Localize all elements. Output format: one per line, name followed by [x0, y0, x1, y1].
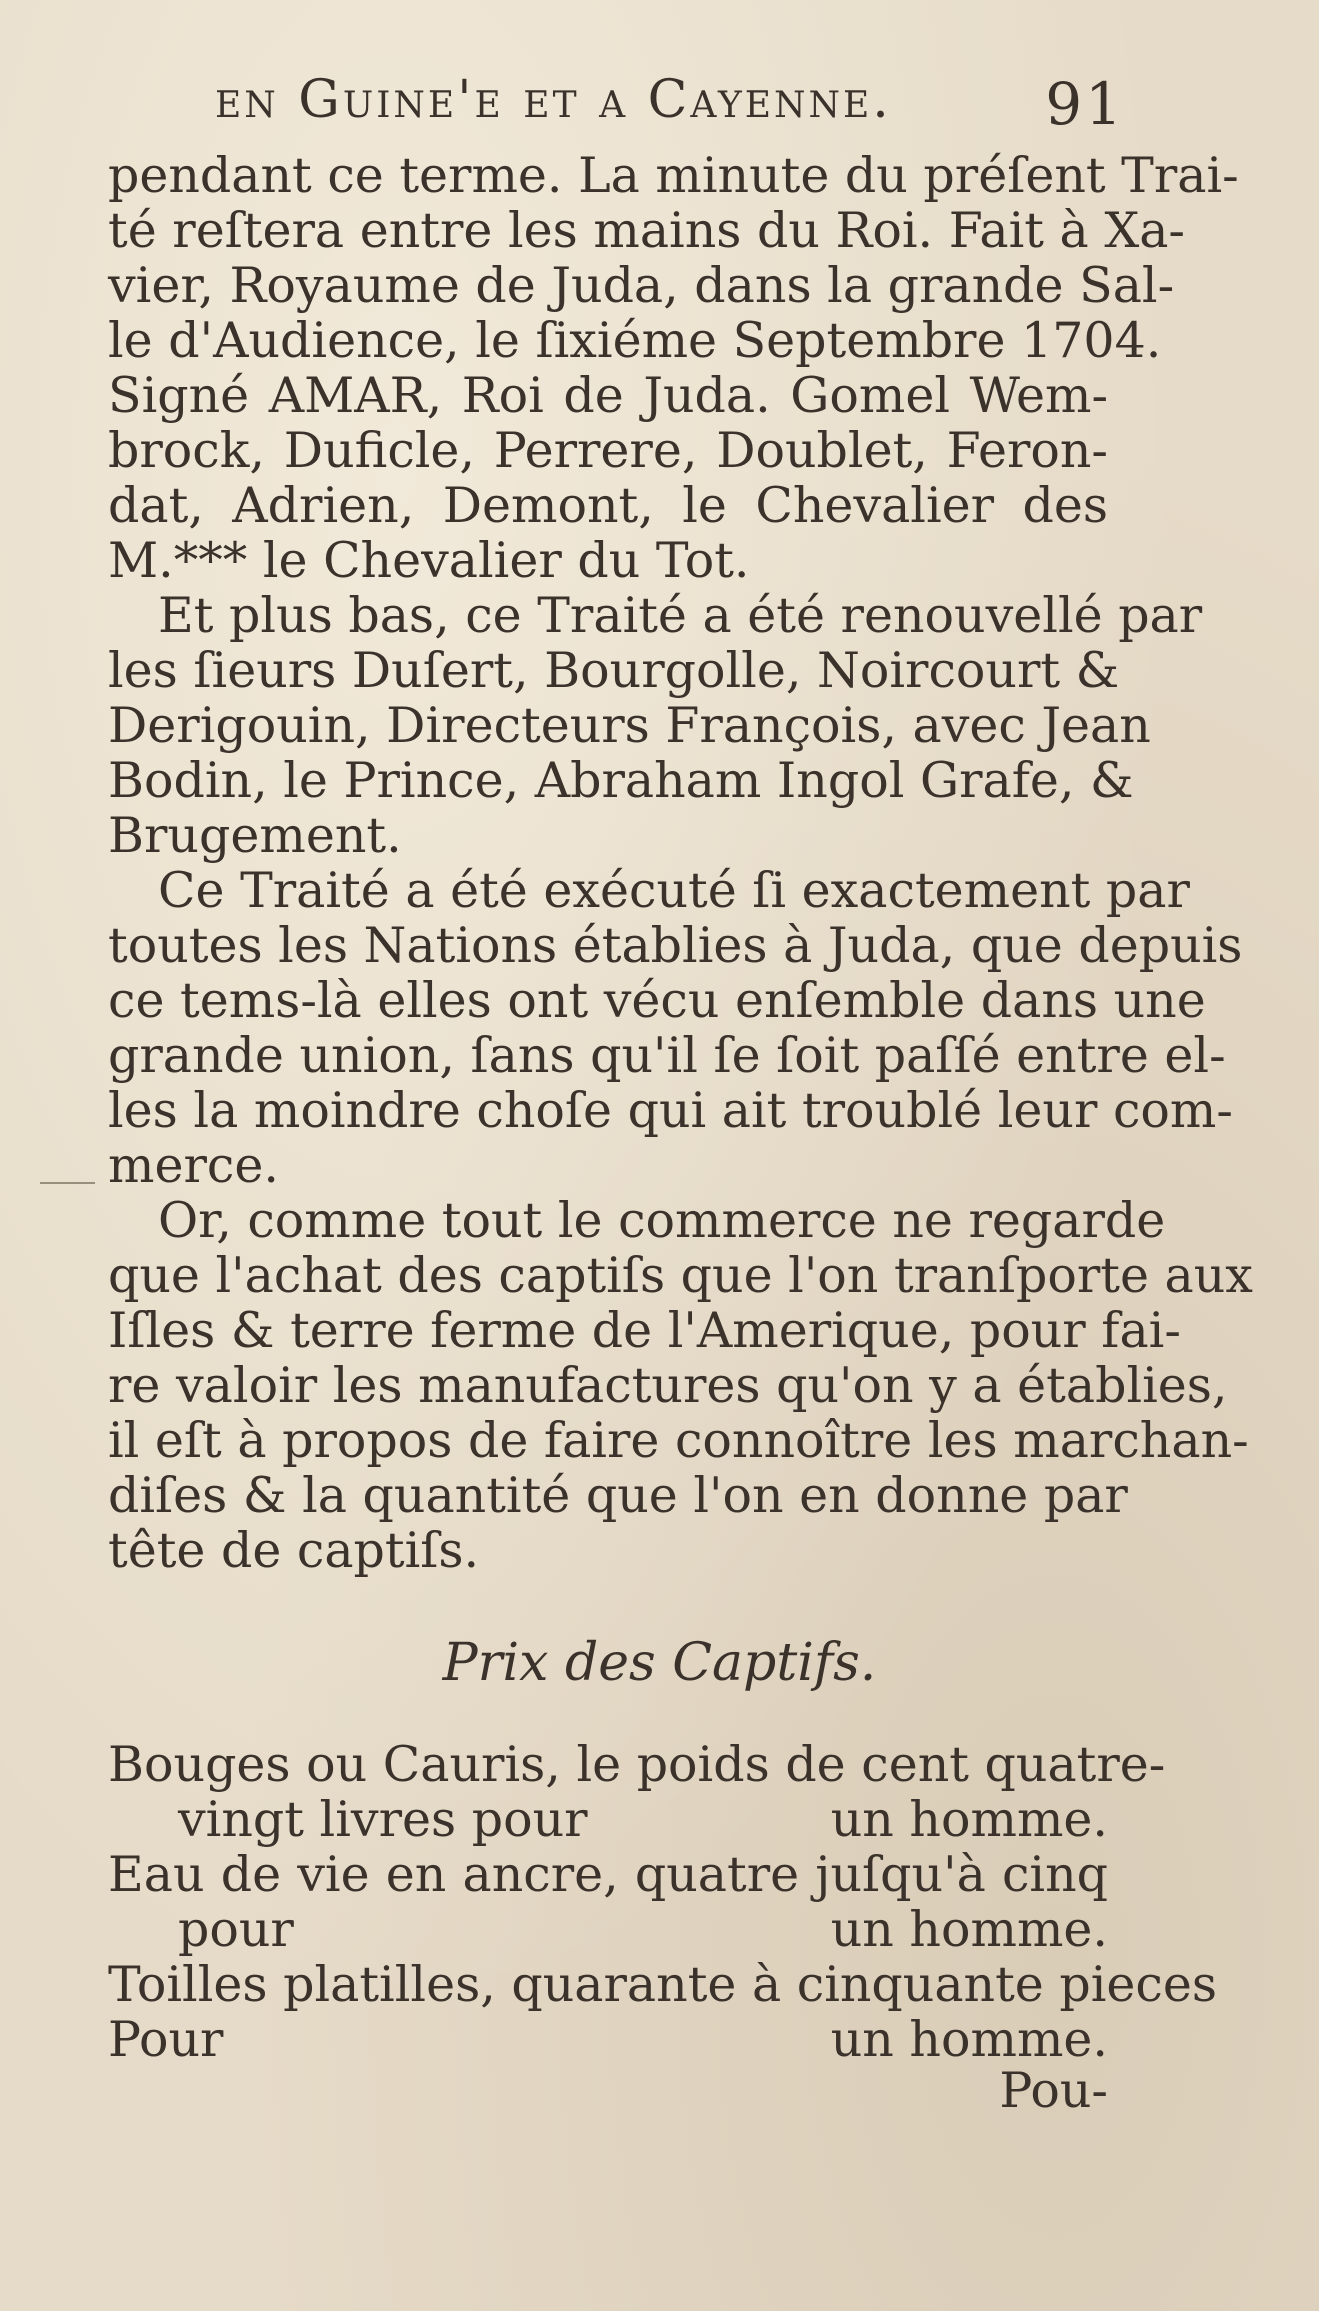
running-header — [215, 70, 1125, 150]
text-line: pendant ce terme. La minute du préſent Trai- — [108, 147, 1239, 204]
price-line-right: un homme. — [830, 1901, 1108, 1958]
text-line: il eſt à propos de faire connoître les marchan- — [108, 1412, 1249, 1469]
text-line: Iſles & terre ferme de l'Amerique, pour fai- — [108, 1302, 1181, 1359]
text-line: Bodin, le Prince, Abraham Ingol Grafe, & — [108, 752, 1134, 809]
page-number: 91 — [1045, 70, 1125, 138]
text-line: dat, Adrien, Demont, le Chevalier des — [108, 477, 1108, 534]
text-line: vier, Royaume de Juda, dans la grande Sal- — [108, 257, 1175, 314]
paragraph-renewal — [108, 587, 1203, 864]
text-line: M.*** le Chevalier du Tot. — [108, 532, 750, 589]
body-text — [108, 147, 1253, 1579]
text-line: Brugement. — [108, 807, 402, 864]
catchword: Pou- — [999, 2062, 1108, 2119]
price-line — [108, 1902, 1108, 1957]
text-line: que l'achat des captiſs que l'on tranſporte aux — [108, 1247, 1253, 1304]
section-title: Prix des Captifs. — [442, 1633, 877, 1693]
margin-mark — [40, 1182, 95, 1184]
text-line: té reſtera entre les mains du Roi. Fait à Xa- — [108, 202, 1185, 259]
price-line-left: vingt livres pour — [178, 1791, 588, 1848]
text-line: le d'Audience, le ſixiéme Septembre 1704. — [108, 312, 1162, 369]
price-line-right: un homme. — [830, 1791, 1108, 1848]
paragraph-commerce — [108, 1192, 1253, 1579]
price-line — [108, 1792, 1108, 1847]
price-item-cloth — [108, 1956, 1218, 2068]
text-line: Ce Traité a été exécuté ſi exactement par — [158, 862, 1190, 919]
price-line-left: pour — [178, 1901, 294, 1958]
running-title: en Guine'e et a Cayenne. — [215, 70, 892, 130]
text-line: tête de captiſs. — [108, 1522, 480, 1579]
text-line: les ſieurs Duſert, Bourgolle, Noircourt & — [108, 642, 1120, 699]
text-line: merce. — [108, 1137, 279, 1194]
text-line: brock, Duficle, Perrere, Doublet, Feron- — [108, 422, 1108, 479]
text-line: Or, comme tout le commerce ne regarde — [158, 1192, 1166, 1249]
text-line: diſes & la quantité que l'on en donne par — [108, 1467, 1128, 1524]
text-line: grande union, ſans qu'il ſe ſoit paſſé entre el- — [108, 1027, 1226, 1084]
price-line-left: Pour — [108, 2011, 224, 2068]
price-line-right: un homme. — [830, 2011, 1108, 2068]
price-line: Toilles platilles, quarante à cinquante pieces — [108, 1956, 1218, 2013]
price-line — [108, 2012, 1108, 2067]
price-item-brandy — [108, 1847, 1108, 1957]
paragraph-treaty-end — [108, 147, 1239, 589]
text-line: toutes les Nations établies à Juda, que depuis — [108, 917, 1243, 974]
paragraph-execution — [108, 862, 1243, 1194]
price-list — [108, 1736, 1218, 2068]
text-line: Signé AMAR, Roi de Juda. Gomel Wem- — [108, 367, 1108, 424]
text-line: Et plus bas, ce Traité a été renouvellé par — [158, 587, 1203, 644]
text-line: re valoir les manufactures qu'on y a établies, — [108, 1357, 1228, 1414]
text-line: Derigouin, Directeurs François, avec Jean — [108, 697, 1151, 754]
text-line: ce tems-là elles ont vécu enſemble dans une — [108, 972, 1206, 1029]
price-line: Eau de vie en ancre, quatre juſqu'à cinq — [108, 1846, 1108, 1903]
price-item-cowries — [108, 1736, 1166, 1848]
price-line: Bouges ou Cauris, le poids de cent quatre- — [108, 1736, 1166, 1793]
text-line: les la moindre choſe qui ait troublé leur com- — [108, 1082, 1233, 1139]
